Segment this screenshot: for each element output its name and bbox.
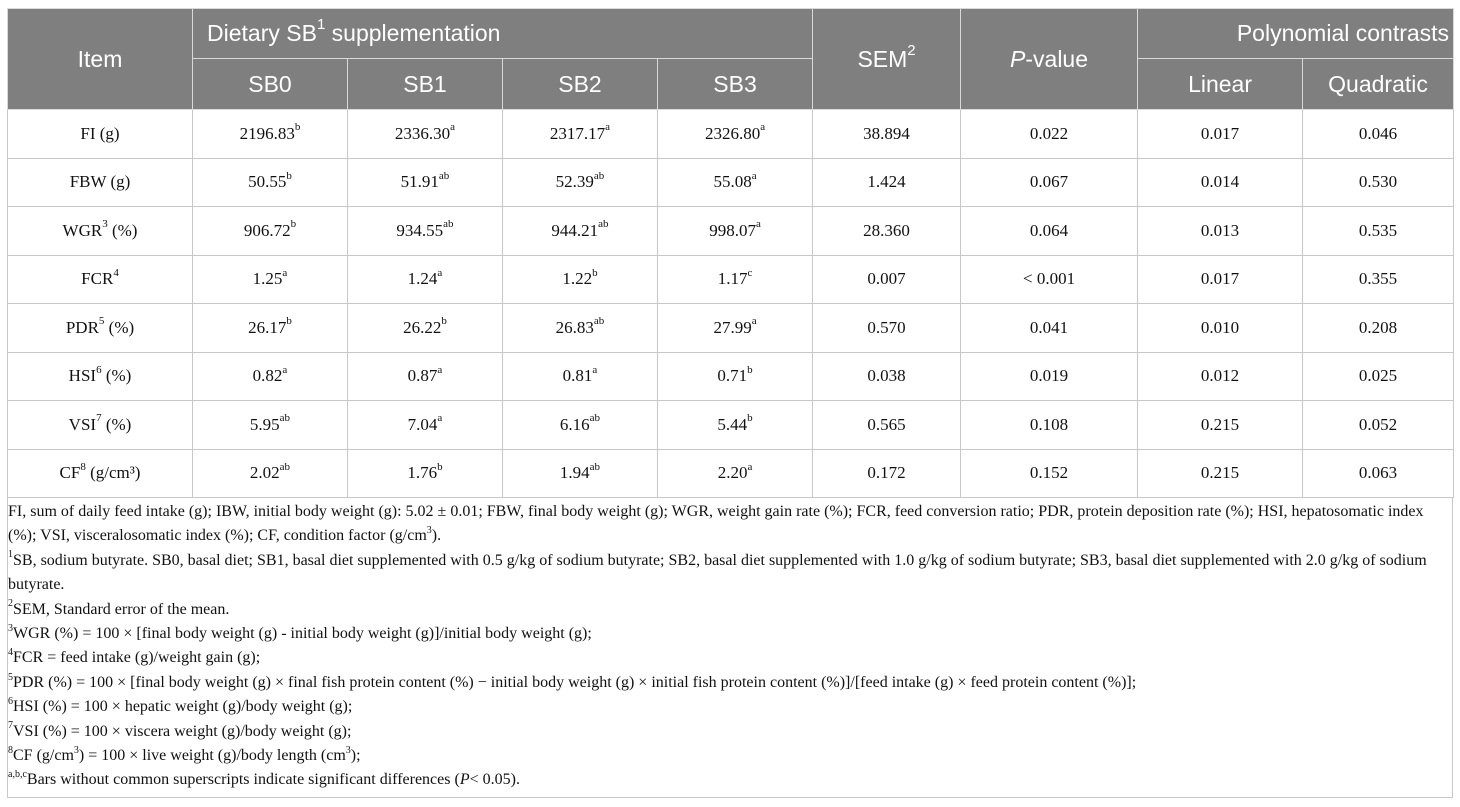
growth-performance-table: [7, 8, 1454, 498]
cell-sb3: 0.71$^b$: [658, 352, 813, 401]
cell-sb1: 51.91$^{ab}$: [348, 158, 503, 207]
cell-p-value: < 0.001: [961, 255, 1138, 304]
cell-sem: 0.007: [813, 255, 961, 304]
cell-sb3: 1.17$^c$: [658, 255, 813, 304]
header-sb3: SB3: [658, 59, 813, 110]
cell-linear: 0.017: [1138, 255, 1303, 304]
cell-sb2: 1.94$^{ab}$: [503, 449, 658, 498]
cell-sb1: 26.22$^b$: [348, 304, 503, 353]
cell-sem: 28.360: [813, 207, 961, 256]
cell-linear: 0.215: [1138, 401, 1303, 450]
cell-quadratic: 0.535: [1303, 207, 1454, 256]
header-p-value: P-value: [961, 9, 1138, 110]
table-row: [8, 352, 1454, 401]
header-dietary-supplementation: Dietary $SB^1$ supplementation: [193, 9, 813, 59]
footnote-8: $^8$CF $(g/cm^3) = 100$ × live weight (g)/body length $(cm^3)$;: [8, 744, 361, 765]
cell-quadratic: 0.025: [1303, 352, 1454, 401]
cell-sb2: 2317.17$^a$: [503, 110, 658, 159]
cell-sb1: 2336.30$^a$: [348, 110, 503, 159]
header-quadratic: Quadratic: [1303, 59, 1454, 110]
cell-sb2: 1.22$^b$: [503, 255, 658, 304]
cell-sb0: 906.72$^b$: [193, 207, 348, 256]
header-polynomial-contrasts: Polynomial contrasts: [1138, 9, 1454, 59]
row-item: FI (g): [8, 110, 193, 159]
cell-sem: 1.424: [813, 158, 961, 207]
header-sem: SEM$^2$: [813, 9, 961, 110]
cell-quadratic: 0.063: [1303, 449, 1454, 498]
cell-sb3: 998.07$^a$: [658, 207, 813, 256]
cell-p-value: 0.041: [961, 304, 1138, 353]
cell-sb1: 1.24$^a$: [348, 255, 503, 304]
header-item: Item: [8, 9, 193, 110]
row-item: HSI$^6$ (%): [8, 352, 193, 401]
cell-p-value: 0.067: [961, 158, 1138, 207]
cell-linear: 0.010: [1138, 304, 1303, 353]
table-row: [8, 158, 1454, 207]
cell-sem: 0.038: [813, 352, 961, 401]
footnote-3: $^3$WGR (%) = 100 × [final body weight (g) - initial body weight (g)]/initial body weight (g);: [8, 622, 592, 643]
cell-sb0: 5.95$^{ab}$: [193, 401, 348, 450]
header-sb1: SB1: [348, 59, 503, 110]
cell-sb0: 50.55$^b$: [193, 158, 348, 207]
row-item: PDR$^5$ (%): [8, 304, 193, 353]
header-sb2: SB2: [503, 59, 658, 110]
cell-linear: 0.215: [1138, 449, 1303, 498]
cell-sb0: 1.25$^a$: [193, 255, 348, 304]
cell-sb3: 5.44$^b$: [658, 401, 813, 450]
cell-sb0: 2196.83$^b$: [193, 110, 348, 159]
table-row: [8, 449, 1454, 498]
table-row: [8, 110, 1454, 159]
footnote-1: $^1$SB, sodium butyrate. SB0, basal diet; SB1, basal diet supplemented with 0.5 g/kg of sodium butyrate; SB2, basal diet supplemented with 1.0 g/kg of sodium butyrate; SB3, basal diet supplemented with 2.0 g/kg of sodium butyrate.: [8, 549, 1427, 594]
cell-p-value: 0.152: [961, 449, 1138, 498]
row-item: FBW (g): [8, 158, 193, 207]
header-linear: Linear: [1138, 59, 1303, 110]
cell-p-value: 0.108: [961, 401, 1138, 450]
cell-p-value: 0.019: [961, 352, 1138, 401]
cell-linear: 0.014: [1138, 158, 1303, 207]
cell-linear: 0.013: [1138, 207, 1303, 256]
cell-linear: 0.012: [1138, 352, 1303, 401]
cell-sem: 38.894: [813, 110, 961, 159]
cell-sem: 0.172: [813, 449, 961, 498]
cell-sb2: 944.21$^{ab}$: [503, 207, 658, 256]
cell-sb0: 26.17$^b$: [193, 304, 348, 353]
cell-sb1: 934.55$^{ab}$: [348, 207, 503, 256]
cell-quadratic: 0.208: [1303, 304, 1454, 353]
cell-sb2: 6.16$^{ab}$: [503, 401, 658, 450]
cell-sb2: 52.39$^{ab}$: [503, 158, 658, 207]
cell-sb3: 2.20$^a$: [658, 449, 813, 498]
footnote-4: $^4$FCR = feed intake (g)/weight gain (g);: [8, 647, 261, 667]
cell-sem: 0.565: [813, 401, 961, 450]
footnote-5: $^5$PDR (%) = 100 × [final body weight (g) × final fish protein content (%) − initial body weight (g) × initial fish protein content (%)]/[feed intake (g) × feed protein content (%)];: [8, 671, 1137, 691]
cell-sb1: 1.76$^b$: [348, 449, 503, 498]
cell-p-value: 0.022: [961, 110, 1138, 159]
cell-sb2: 0.81$^a$: [503, 352, 658, 401]
table-footnotes: [7, 498, 1453, 798]
cell-sb3: 55.08$^a$: [658, 158, 813, 207]
cell-sb3: 2326.80$^a$: [658, 110, 813, 159]
footnote-6: $^6$HSI (%) = 100 × hepatic weight (g)/body weight (g);: [8, 695, 353, 716]
cell-quadratic: 0.046: [1303, 110, 1454, 159]
cell-p-value: 0.064: [961, 207, 1138, 256]
cell-sb2: 26.83$^{ab}$: [503, 304, 658, 353]
table-row: [8, 207, 1454, 256]
cell-quadratic: 0.052: [1303, 401, 1454, 450]
cell-sb0: 0.82$^a$: [193, 352, 348, 401]
cell-sb1: 0.87$^a$: [348, 352, 503, 401]
row-item: VSI$^7$ (%): [8, 401, 193, 450]
table-figure: [7, 8, 1453, 798]
row-item: $CF^8$ (g/cm³): [8, 449, 193, 498]
cell-sb3: 27.99$^a$: [658, 304, 813, 353]
cell-quadratic: 0.530: [1303, 158, 1454, 207]
row-item: WGR$^3$ (%): [8, 207, 193, 256]
header-sb0: SB0: [193, 59, 348, 110]
footnote-7: $^7$VSI (%) = 100 × viscera weight (g)/body weight (g);: [8, 720, 352, 740]
cell-quadratic: 0.355: [1303, 255, 1454, 304]
footnote-abbreviations: FI, sum of daily feed intake (g); IBW, initial body weight (g): 5.02 ± 0.01; FBW, final body weight (g); WGR, weight gain rate (%); FCR, feed conversion ratio; PDR, protein deposition rate (%); HSI, hepatosomatic index (%); VSI, visceralosomatic index (%); CF, condition factor $(g/cm^3)$.: [8, 503, 1424, 545]
cell-sb0: 2.02$^{ab}$: [193, 449, 348, 498]
cell-sb1: 7.04$^a$: [348, 401, 503, 450]
table-row: [8, 304, 1454, 353]
table-row: [8, 255, 1454, 304]
footnote-2: $^2$SEM, Standard error of the mean.: [8, 598, 230, 618]
table-row: [8, 401, 1454, 450]
row-item: FCR$^4$: [8, 255, 193, 304]
footnote-significance: $^{a,b,c}$Bars without common superscripts indicate significant differences (P< 0.05).: [8, 769, 520, 789]
cell-linear: 0.017: [1138, 110, 1303, 159]
cell-sem: 0.570: [813, 304, 961, 353]
